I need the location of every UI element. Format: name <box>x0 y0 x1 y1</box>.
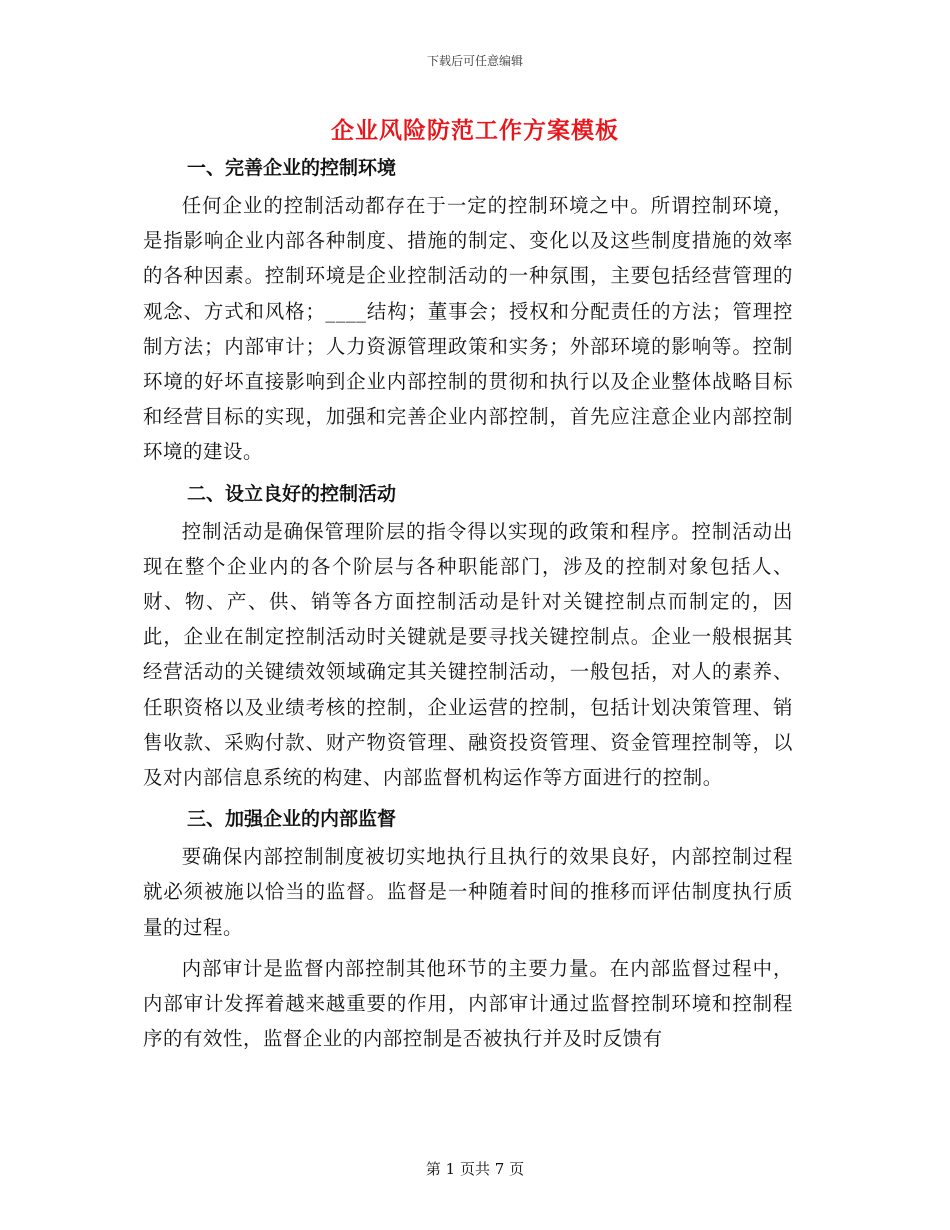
section-paragraph: 要确保内部控制制度被切实地执行且执行的效果良好，内部控制过程就必须被施以恰当的监督。监督是一种随着时间的推移而评估制度执行质量的过程。 <box>143 845 793 939</box>
page-footer: 第 1 页共 7 页 <box>425 1160 525 1178</box>
header-note: 下载后可任意编辑 <box>426 54 523 68</box>
section-paragraph: 内部审计是监督内部控制其他环节的主要力量。在内部监督过程中，内部审计发挥着越来越重要的作用，内部审计通过监督控制环境和控制程序的有效性，监督企业的内部控制是否被执行并及时反馈有 <box>143 956 793 1051</box>
section-paragraph: 控制活动是确保管理阶层的指令得以实现的政策和程序。控制活动出现在整个企业内的各个阶层与各种职能部门，涉及的控制对象包括人、财、物、产、供、销等各方面控制活动是针对关键控制点而制定的，因此，企业在制定控制活动时关键就是要寻找关键控制点。企业一般根据其经营活动的关键绩效领域确定其关键控制活动，一般包括，对人的素养、任职资格以及业绩考核的控制，企业运营的控制，包括计划决策管理、销售收款、采购付款、财产物资管理、融资投资管理、资金管理控制等，以及对内部信息系统的构建、内部监督机构运作等方面进行的控制。 <box>143 519 793 790</box>
document-title: 企业风险防范工作方案模板 <box>331 118 619 144</box>
document-body <box>143 150 793 1056</box>
section-heading: 一、完善企业的控制环境 <box>187 157 397 179</box>
section-heading: 三、加强企业的内部监督 <box>187 808 397 831</box>
section-paragraph: 任何企业的控制活动都存在于一定的控制环境之中。所谓控制环境，是指影响企业内部各种制度、措施的制定、变化以及这些制度措施的效率的各种因素。控制环境是企业控制活动的一种氛围，主要包括经营管理的观念、方式和风格；____结构；董事会；授权和分配责任的方法；管理控制方法；内部审计；人力资源管理政策和实务；外部环境的影响等。控制环境的好坏直接影响到企业内部控制的贯彻和执行以及企业整体战略目标和经营目标的实现，加强和完善企业内部控制，首先应注意企业内部控制环境的建设。 <box>143 194 793 464</box>
section-heading: 二、设立良好的控制活动 <box>187 482 397 505</box>
